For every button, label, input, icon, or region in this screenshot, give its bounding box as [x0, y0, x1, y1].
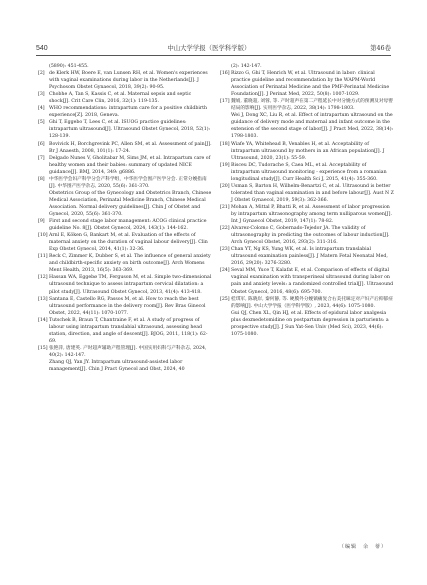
- reference-number: [25]: [220, 296, 230, 302]
- reference-entry: [38, 119, 213, 140]
- reference-entry: [220, 204, 395, 225]
- editor-credit: （编辑 余 蒂）: [338, 544, 387, 550]
- reference-text: Bisceu DC, Tudorache S, Caea ML, et al. Acceptability of intrapartum ultrasound monitoring - experience from a romanian longitudinal study[J]. Curr Health Sci J, 2015, 41(4): 355-360.: [231, 162, 387, 182]
- reference-text: Arnl E, Köken G, Bankart M, et al. Evaluation of the effects of maternal anxiety on the duration of vaginal labour delivery[J]. Clin Exp Obstet Gynecol, 2014, 41(1): 32-36.: [49, 233, 208, 253]
- reference-text: 张艳萍, 唐建英. 产时超声辅助产程管理[J]. 中国实用妇科与产科杂志, 2024, 40(2): 142-147.: [49, 345, 207, 358]
- reference-entry: [38, 359, 213, 373]
- reference-number: [8]: [38, 176, 45, 182]
- reference-text: (2): 142-147.: [231, 64, 262, 69]
- reference-entry: [38, 105, 213, 119]
- reference-text: (5890): 451-455.: [49, 64, 89, 69]
- journal-title: 中山大学学报（医学科学版）: [167, 44, 251, 52]
- reference-text: de Klerk HW, Boere E, van Lunsen RH, et al. Women's experiences with vaginal examinations during labor in the Netherlands[J]. J Psychosom Obstet Gynaecol, 2018, 39(2): 90-95.: [49, 71, 208, 91]
- reference-number: [16]: [220, 71, 230, 77]
- reference-number: [17]: [220, 99, 230, 105]
- header-rule: [36, 55, 391, 56]
- reference-entry: [38, 253, 213, 274]
- references-right-column: [220, 63, 395, 338]
- reference-number: [10]: [38, 233, 48, 239]
- reference-entry: [38, 63, 213, 70]
- reference-number: [23]: [220, 247, 230, 253]
- reference-text: Tutschek B, Braun T, Chantraine F, et al. A study of progress of labour using intrapartum translabial ultrasound, assessing head station, direction, and angle of descent[J]. BJOG, 2011, 118(1): 62-69.: [49, 317, 208, 344]
- reference-number: [2]: [38, 71, 45, 77]
- reference-entry: [38, 155, 213, 176]
- reference-text: Delgado Nunes V, Gholitabar M, Sims JM, et al. Intrapartum care of healthy women and their babies: summary of updated NICE guidance[J]. BMJ, 2014, 349: g6886.: [49, 155, 211, 175]
- reference-number: [4]: [38, 106, 45, 112]
- reference-text: Mohan A, Mittal P, Bhatti R, et al. Assessment of labor progression by intrapartum ultrasonography among term nulliparous women[J]. Int J Gynaecol Obstet, 2019, 147(1): 78-82.: [231, 204, 392, 225]
- reference-number: [21]: [220, 204, 230, 210]
- reference-number: [9]: [38, 219, 45, 225]
- reference-text: 魏娟, 董晓超, 刘蓉, 等. 产时超声在第二产程延长中对分娩方式的预测及对母婴结局的影响[J]. 实用医学杂志, 2022, 38(14): 1798-1803.: [231, 99, 393, 112]
- reference-number: [5]: [38, 120, 45, 126]
- reference-entry: [38, 70, 213, 91]
- reference-number: [15]: [38, 345, 48, 351]
- reference-text: Reck C, Zimmer K, Dubber S, et al. The influence of general anxiety and childbirth-specific anxiety on birth outcome[J]. Arch Womens Ment Health, 2013, 16(5): 363-369.: [49, 254, 211, 274]
- page-number: 540: [36, 45, 48, 52]
- reference-number: [24]: [220, 268, 230, 274]
- reference-entry: [220, 183, 395, 204]
- reference-entry: [38, 91, 213, 105]
- reference-text: Hassan WA, Eggebø TM, Ferguson M, et al. Simple two-dimensional ultrasound technique to assess intrapartum cervical dilatation: a pilot study[J]. Ultrasound Obstet Gynecol, 2013, 41(4): 413-418.: [49, 275, 212, 295]
- reference-text: Chan YT, Ng KS, Yung WK, et al. Is intrapartum translabial ultrasound examination painless[J]. J Matern Fetal Neonatal Med, 2016, 29(20): 3276-3280.: [231, 247, 388, 267]
- reference-text: WHO recommendations: intrapartum care for a positive childbirth experience[Z]. 2018, Geneva.: [49, 106, 207, 119]
- reference-number: [22]: [220, 226, 230, 232]
- reference-number: [20]: [220, 183, 230, 189]
- reference-text: Wei J, Dong XC, Liu R, et al. Effect of intrapartum ultrasound on the guidance of delivery mode and maternal and infant outcome in the extension of the second stage of labor[J]. J Pract Med, 2022, 38(14): 1798-1803.: [231, 113, 394, 140]
- reference-entry: [220, 310, 395, 338]
- reference-text: Seval MM, Yuce T, Kalafat E, et al. Comparison of effects of digital vaginal examination with transperineal ultrasound during labor on pain and anxiety levels: a randomized controlled trial[J]. Ultrasound Obstet Gynecol, 2016, 48(6): 695-700.: [231, 268, 394, 295]
- reference-entry: [38, 218, 213, 232]
- reference-entry: [220, 225, 395, 246]
- reference-number: [19]: [220, 162, 230, 168]
- reference-entry: [220, 246, 395, 267]
- reference-text: First and second stage labor management: ACOG clinical practice guideline No. 8[J]. Obstet Gynecol, 2024, 143(1): 144-162.: [49, 219, 207, 232]
- reference-entry: [38, 141, 213, 155]
- reference-text: Alvarez-Colomo C, Gobernado-Tejedor JA. The validity of ultrasonography in predicting the outcomes of labour induction[J]. Arch Gynecol Obstet, 2016, 293(2): 311-316.: [231, 226, 390, 246]
- reference-text: Santana E, Castello RG, Passos M, et al. How to reach the best ultrasound performance in the delivery room[J]. Rev Bras Ginecol Obstet, 2022, 44(11): 1070-1077.: [49, 296, 206, 316]
- reference-entry: [220, 267, 395, 295]
- reference-text: 桂琪军, 陈晓岸, 秦何静, 等. 硬膜外分娩镇痛复合右美托咪定对产妇产后抑郁症的影响[J]. 中山大学学报（医学科学版）, 2023, 44(6): 1075-1080.: [231, 296, 393, 309]
- reference-number: [7]: [38, 155, 45, 161]
- page-header: [36, 38, 391, 52]
- reference-entry: [38, 190, 213, 218]
- reference-number: [18]: [220, 141, 230, 147]
- reference-text: Ghi T, Eggebo T, Lees C, et al. ISUOG practice guidelines: intrapartum ultrasound[J]. Ultrasound Obstet Gynecol, 2018, 52(1): 128-139.: [49, 120, 211, 140]
- reference-text: Bovivick H, Borchgrevink PC, Allen SM, et al. Assessment of pain[J]. Br J Anaesth, 2008, 101(1): 17-24.: [49, 141, 212, 154]
- reference-entry: [220, 98, 395, 112]
- reference-text: Gui QJ, Chen XL, Qin HJ, et al. Effects of epidural labor analgesia plus dexmedetomidine on postpartum depression in parturients: a prospective study[J]. J Sun Yat-Sen Univ (Med Sci), 2023, 44(6): 1075-1080.: [231, 310, 389, 337]
- reference-entry: [220, 112, 395, 140]
- reference-entry: [38, 232, 213, 253]
- reference-number: [6]: [38, 141, 45, 147]
- reference-entry: [220, 162, 395, 183]
- reference-entry: [220, 70, 395, 98]
- reference-number: [12]: [38, 275, 48, 281]
- reference-text: Obstetrics Group of the Gynecology and Obstetrics Branch, Chinese Medical Association, Perinatal Medicine Branch, Chinese Medical Association. Normal delivery guidelines[J]. Chin J of Obstet and Gynecol, 2020, 55(6): 361-370.: [49, 190, 212, 217]
- reference-entry: [38, 176, 213, 190]
- reference-text: Wiafe YA, Whitehead B, Venables H, et al. Acceptability of intrapartum ultrasound by mothers in an African population[J]. J Ultrasound, 2020, 23(1): 55-59.: [231, 141, 385, 161]
- reference-entry: [220, 296, 395, 310]
- reference-entry: [220, 141, 395, 162]
- reference-text: Chobhe A, Tan S, Kassis C, et al. Maternal sepsis and septic shock[J]. Crit Care Clin, 2016, 32(1): 119-135.: [49, 92, 192, 105]
- reference-text: Usman S, Barton H, Wilhelm-Benartzi C, et al. Ultrasound is better tolerated than vaginal examination in and before labour[J]. Aust N Z J Obstet Gynaecol, 2019, 59(3): 362-366.: [231, 183, 394, 203]
- reference-entry: [38, 296, 213, 317]
- reference-entry: [38, 274, 213, 295]
- volume-label: 第46卷: [370, 44, 391, 52]
- reference-text: 中华医学会妇产科学分会产科学组，中华医学会围产医学分会. 正常分娩指南[J]. 中华围产医学杂志, 2020, 55(6): 361-370.: [49, 176, 207, 189]
- reference-number: [14]: [38, 317, 48, 323]
- reference-text: Zhang QJ, Yan JY. Intrapartum ultrasound-assisted labor management[J]. Chin J Pract Gynecol and Obst, 2024, 40: [49, 359, 185, 373]
- reference-entry: [38, 345, 213, 359]
- references-left-column: [38, 63, 213, 373]
- reference-number: [11]: [38, 254, 48, 260]
- reference-entry: [38, 317, 213, 345]
- reference-entry: [220, 63, 395, 70]
- reference-text: Rizzo G, Ghi T, Henrich W, et al. Ultrasound in labor: clinical practice guideline and recommendation by the WAPM-World Association of Perinatal Medicine and the PMF-Perinatal Medicine Foundation[J]. J Perinat Med, 2022, 50(8): 1007-1029.: [231, 71, 390, 98]
- reference-number: [3]: [38, 92, 45, 98]
- reference-number: [13]: [38, 296, 48, 302]
